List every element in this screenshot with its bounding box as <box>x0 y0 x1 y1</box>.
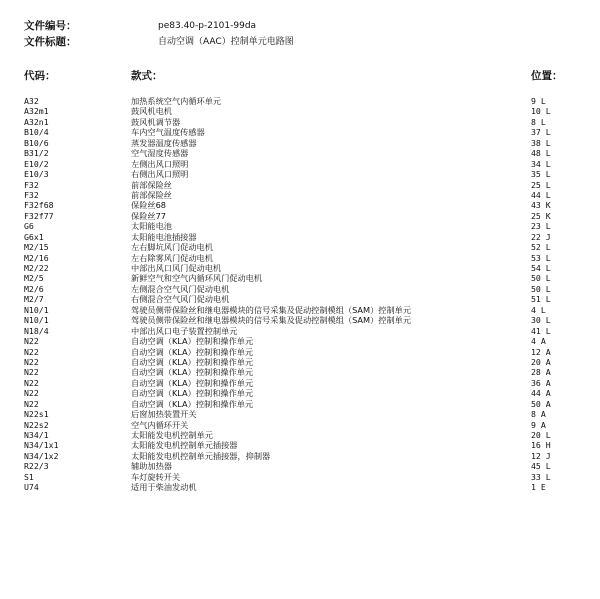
table-row <box>0 420 600 430</box>
row-code: S1 <box>24 471 34 482</box>
table-row <box>0 284 600 294</box>
row-position: 4 L <box>531 304 546 315</box>
table-row <box>0 190 600 200</box>
row-description: 中部出风口风门促动电机 <box>131 263 222 273</box>
row-description: 右侧混合空气风门促动电机 <box>131 294 230 305</box>
table-row <box>0 388 600 398</box>
row-description: 鼓风机电机 <box>131 106 172 117</box>
row-position: 50 L <box>531 273 551 284</box>
row-position: 34 L <box>531 158 551 169</box>
row-position: 12 A <box>531 346 551 357</box>
row-description: 右侧出风口照明 <box>131 169 189 180</box>
row-position: 51 L <box>531 294 551 305</box>
table-row <box>0 242 600 252</box>
row-code: M2/22 <box>24 263 49 273</box>
table-row <box>0 367 600 377</box>
table-row <box>0 440 600 450</box>
row-description: 后窗加热装置开关 <box>131 409 197 420</box>
doc-number-value: pe83.40-p-2101-99da <box>158 21 257 31</box>
row-position: 41 L <box>531 325 551 336</box>
doc-number-label: 文件编号： <box>24 20 77 32</box>
row-code: B10/4 <box>24 127 49 138</box>
row-position: 48 L <box>531 148 551 159</box>
table-row <box>0 211 600 221</box>
table-row <box>0 357 600 367</box>
row-position: 35 L <box>531 169 551 180</box>
row-description: 适用于柴油发动机 <box>131 482 197 493</box>
row-code: F32f77 <box>24 210 54 221</box>
parts-table <box>0 96 600 493</box>
row-position: 22 J <box>531 231 551 242</box>
row-code: G6x1 <box>24 231 44 242</box>
doc-title-label: 文件标题： <box>24 36 77 48</box>
row-position: 44 L <box>531 189 551 200</box>
row-position: 25 K <box>531 210 551 221</box>
row-code: B31/2 <box>24 148 49 159</box>
row-position: 1 E <box>531 482 546 493</box>
row-code: E10/2 <box>24 158 49 169</box>
row-position: 9 A <box>531 419 546 430</box>
row-description: 鼓风机调节器 <box>131 116 181 127</box>
row-description: 自动空调（KLA）控制和操作单元 <box>131 398 254 409</box>
table-row <box>0 430 600 440</box>
row-description: 车灯旋转开关 <box>131 471 181 482</box>
row-code: N22 <box>24 377 39 388</box>
table-row <box>0 232 600 242</box>
column-header-code: 代码： <box>24 70 56 82</box>
row-description: 驾驶员侧带保险丝和继电器模块的信号采集及促动控制模组（SAM）控制单元 <box>131 304 412 315</box>
row-description: 太阳能发电机控制单元 <box>131 430 213 440</box>
doc-title-value: 自动空调（AAC）控制单元电路图 <box>158 37 294 47</box>
table-row <box>0 315 600 325</box>
row-code: N22 <box>24 336 39 347</box>
row-code: A32n1 <box>24 116 49 127</box>
row-position: 4 A <box>531 336 546 347</box>
table-row <box>0 138 600 148</box>
row-position: 23 L <box>531 221 551 232</box>
row-position: 52 L <box>531 242 551 253</box>
column-header-description: 款式： <box>131 70 163 82</box>
row-description: 保险丝77 <box>131 210 166 221</box>
row-position: 38 L <box>531 137 551 148</box>
row-code: N18/4 <box>24 325 49 336</box>
table-row <box>0 461 600 471</box>
row-position: 53 L <box>531 252 551 263</box>
row-code: N22 <box>24 398 39 409</box>
row-code: M2/6 <box>24 283 44 294</box>
row-description: 前部保险丝 <box>131 189 172 200</box>
row-description: 车内空气温度传感器 <box>131 127 205 138</box>
table-row <box>0 378 600 388</box>
table-row <box>0 148 600 158</box>
table-row <box>0 347 600 357</box>
table-row <box>0 263 600 273</box>
row-code: N10/1 <box>24 315 49 326</box>
row-code: N22 <box>24 346 39 357</box>
row-description: 辅助加热器 <box>131 461 172 472</box>
row-code: M2/7 <box>24 294 44 305</box>
row-position: 50 L <box>531 283 551 294</box>
row-code: N34/1 <box>24 430 49 440</box>
row-code: M2/15 <box>24 242 49 253</box>
row-description: 太阳能发电机控制单元插接器 <box>131 440 238 451</box>
row-description: 保险丝68 <box>131 200 166 211</box>
table-row <box>0 409 600 419</box>
table-row <box>0 305 600 315</box>
row-description: 自动空调（KLA）控制和操作单元 <box>131 388 254 399</box>
table-row <box>0 169 600 179</box>
row-description: 太阳能发电机控制单元插接器，抑制器 <box>131 450 271 461</box>
table-row <box>0 200 600 210</box>
row-description: 自动空调（KLA）控制和操作单元 <box>131 377 254 388</box>
table-row <box>0 336 600 346</box>
row-position: 28 A <box>531 367 551 378</box>
row-description: 左侧出风口照明 <box>131 158 189 169</box>
row-code: N22 <box>24 356 39 367</box>
row-code: A32m1 <box>24 106 49 117</box>
row-description: 自动空调（KLA）控制和操作单元 <box>131 336 254 347</box>
row-code: F32 <box>24 189 39 200</box>
row-code: N22 <box>24 388 39 399</box>
row-code: N34/1x2 <box>24 450 59 461</box>
table-row <box>0 472 600 482</box>
row-position: 16 H <box>531 440 551 451</box>
row-description: 前部保险丝 <box>131 179 172 190</box>
row-code: M2/5 <box>24 273 44 284</box>
table-row <box>0 253 600 263</box>
table-row <box>0 294 600 304</box>
row-position: 20 L <box>531 430 551 440</box>
row-code: N34/1x1 <box>24 440 59 451</box>
row-position: 12 J <box>531 450 551 461</box>
row-code: R22/3 <box>24 461 49 472</box>
row-description: 自动空调（KLA）控制和操作单元 <box>131 346 254 357</box>
row-code: N10/1 <box>24 304 49 315</box>
row-description: 蒸发器温度传感器 <box>131 137 197 148</box>
row-position: 43 K <box>531 200 551 211</box>
column-header-position: 位置： <box>531 70 563 82</box>
row-code: G6 <box>24 221 34 232</box>
row-description: 左右除雾风门促动电机 <box>131 252 213 263</box>
row-position: 50 A <box>531 398 551 409</box>
row-description: 空气内循环开关 <box>131 419 189 430</box>
row-description: 空气湿度传感器 <box>131 148 189 159</box>
table-row <box>0 96 600 106</box>
table-row <box>0 106 600 116</box>
row-description: 自动空调（KLA）控制和操作单元 <box>131 367 254 378</box>
table-row <box>0 451 600 461</box>
row-code: E10/3 <box>24 169 49 180</box>
table-row <box>0 482 600 492</box>
row-description: 太阳能电池 <box>131 221 172 232</box>
row-description: 中部出风口电子装置控制单元 <box>131 325 238 336</box>
table-row <box>0 180 600 190</box>
table-row <box>0 326 600 336</box>
row-position: 54 L <box>531 263 551 273</box>
row-code: M2/16 <box>24 252 49 263</box>
row-position: 8 L <box>531 116 546 127</box>
row-position: 25 L <box>531 179 551 190</box>
row-code: U74 <box>24 482 39 493</box>
row-code: F32 <box>24 179 39 190</box>
row-description: 自动空调（KLA）控制和操作单元 <box>131 356 254 367</box>
row-code: F32f68 <box>24 200 54 211</box>
table-row <box>0 159 600 169</box>
row-position: 20 A <box>531 356 551 367</box>
table-row <box>0 399 600 409</box>
row-position: 36 A <box>531 377 551 388</box>
row-position: 33 L <box>531 471 551 482</box>
table-row <box>0 127 600 137</box>
row-description: 左右脚坑风门促动电机 <box>131 242 213 253</box>
row-description: 太阳能电池插接器 <box>131 231 197 242</box>
row-code: N22s1 <box>24 409 49 420</box>
row-description: 左侧混合空气风门促动电机 <box>131 283 230 294</box>
table-row <box>0 221 600 231</box>
row-position: 30 L <box>531 315 551 326</box>
row-position: 37 L <box>531 127 551 138</box>
row-position: 8 A <box>531 409 546 420</box>
row-code: N22 <box>24 367 39 378</box>
row-code: B10/6 <box>24 137 49 148</box>
table-row <box>0 117 600 127</box>
row-position: 9 L <box>531 96 546 106</box>
row-position: 10 L <box>531 106 551 117</box>
table-row <box>0 273 600 283</box>
row-code: N22s2 <box>24 419 49 430</box>
row-position: 45 L <box>531 461 551 472</box>
row-description: 新鲜空气和空气内循环风门促动电机 <box>131 273 263 284</box>
row-position: 44 A <box>531 388 551 399</box>
row-code: A32 <box>24 96 39 106</box>
row-description: 加热系统空气内循环单元 <box>131 96 222 106</box>
row-description: 驾驶员侧带保险丝和继电器模块的信号采集及促动控制模组（SAM）控制单元 <box>131 315 412 326</box>
